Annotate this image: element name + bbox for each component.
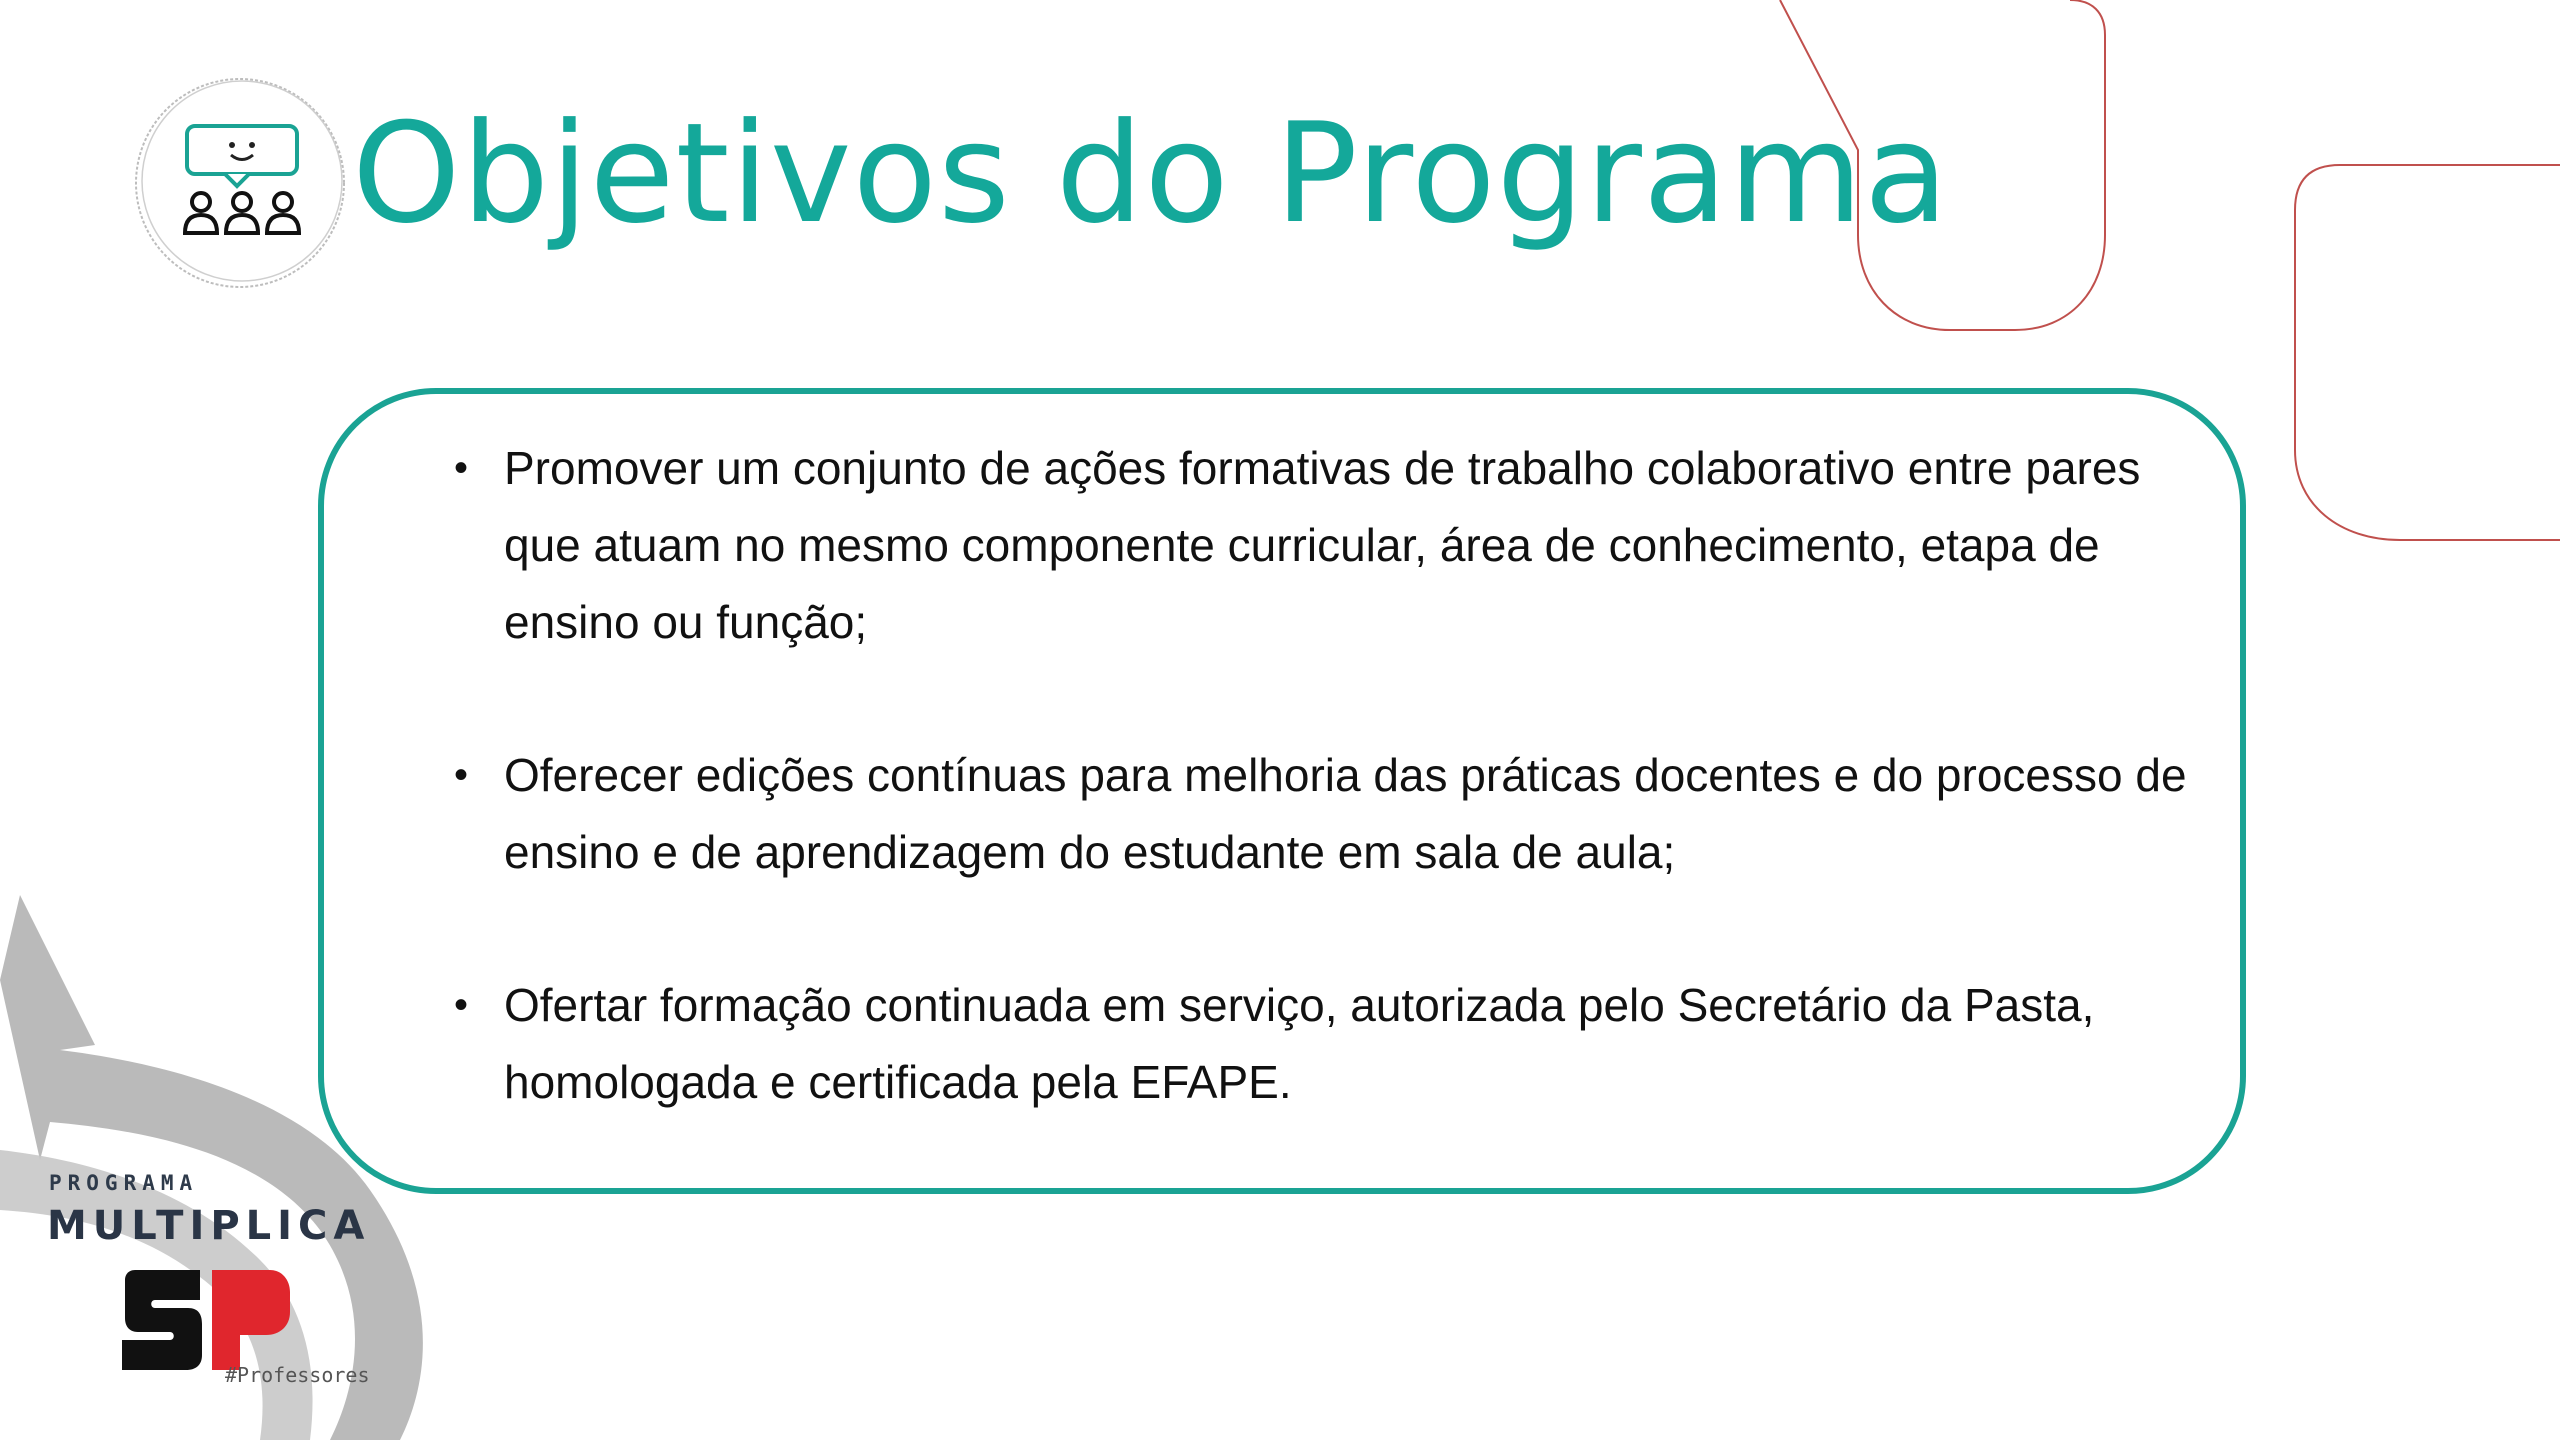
sp-logo-icon bbox=[120, 1270, 290, 1370]
objective-item bbox=[454, 967, 2214, 1121]
bullet-icon: • bbox=[454, 753, 469, 797]
group-chat-icon bbox=[125, 68, 355, 298]
objectives-list bbox=[454, 430, 2214, 1197]
objective-item bbox=[454, 737, 2214, 891]
logo-hashtag-text: #Professores bbox=[225, 1363, 370, 1387]
objective-text: Promover um conjunto de ações formativas de trabalho colaborativo entre pares que atuam no mesmo componente curricular, área de conhecimento, etapa de ensino ou função; bbox=[504, 442, 2141, 648]
bullet-icon: • bbox=[454, 446, 469, 490]
bullet-icon: • bbox=[454, 983, 469, 1027]
logo-programa-text: PROGRAMA bbox=[49, 1171, 199, 1195]
page-title: Objetivos do Programa bbox=[352, 93, 1950, 254]
objective-text: Ofertar formação continuada em serviço, autorizada pelo Secretário da Pasta, homologada e certificada pela EFAPE. bbox=[504, 979, 2095, 1108]
objective-item bbox=[454, 430, 2214, 661]
logo-multiplica-text: MULTIPLICA bbox=[47, 1203, 371, 1249]
programa-multiplica-logo bbox=[45, 1165, 385, 1405]
deco-shape-right bbox=[2295, 165, 2560, 540]
objective-text: Oferecer edições contínuas para melhoria das práticas docentes e do processo de ensino e de aprendizagem do estudante em sala de aula; bbox=[504, 749, 2187, 878]
